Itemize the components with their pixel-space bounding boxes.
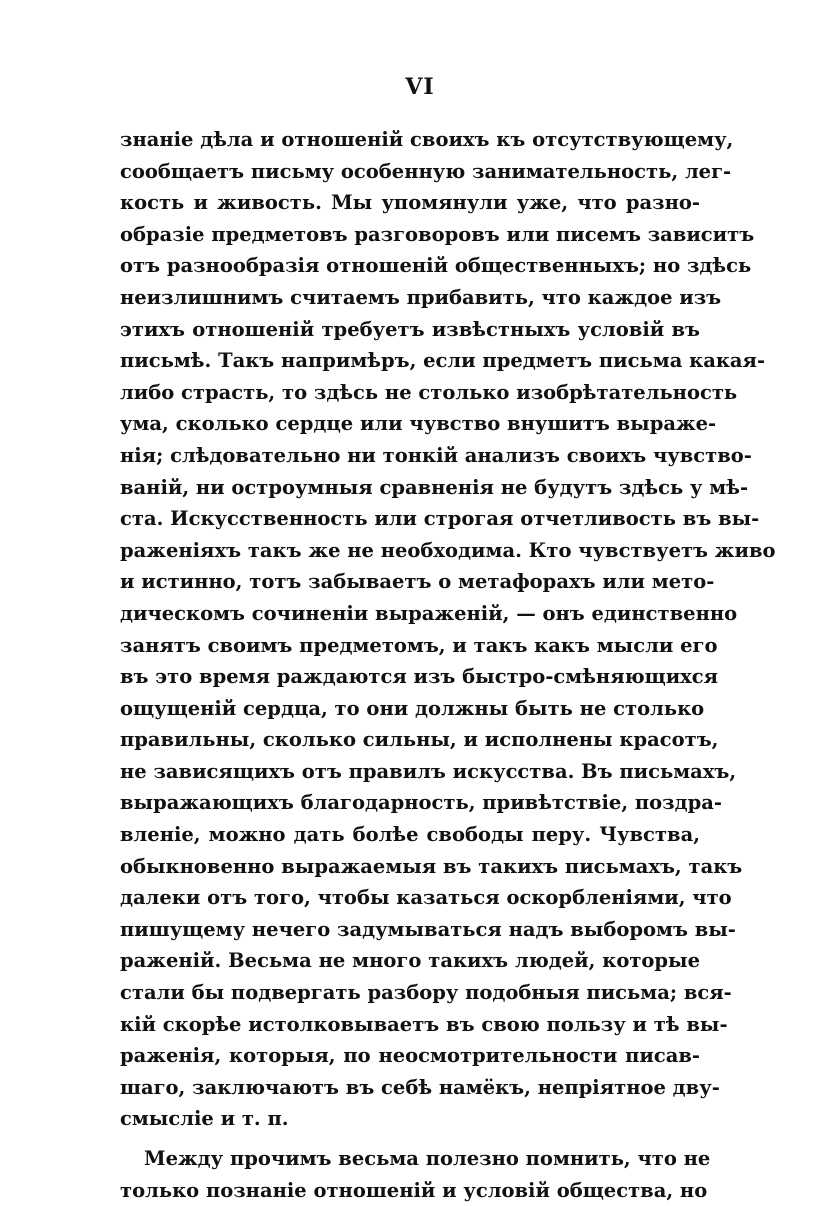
text-line: не зависящихъ отъ правилъ искусства. Въ письмахъ,: [120, 759, 737, 783]
text-line: либо страсть, то здѣсь не столько изобрѣтательность: [120, 380, 738, 404]
paragraph-2: [120, 1143, 711, 1206]
text-line: и истинно, тотъ забываетъ о метафорахъ или мето-: [120, 570, 715, 594]
text-line: въ это время раждаются изъ быстро-смѣняющихся: [120, 665, 719, 689]
text-line: раженія, которыя, по неосмотрительности писав-: [120, 1044, 700, 1068]
text-line: раженіяхъ такъ же не необходима. Кто чувствуетъ живо: [120, 538, 776, 562]
text-line: Между прочимъ весьма полезно помнить, что не: [144, 1147, 711, 1170]
body-text: [120, 124, 776, 1206]
text-line: ста. Искусственность или строгая отчетливость въ вы-: [120, 507, 760, 531]
text-line: правильны, сколько сильны, и исполнены красотъ,: [120, 728, 719, 752]
text-line: смысліе и т. п.: [120, 1107, 289, 1131]
paragraph-gap: [120, 1135, 700, 1143]
text-line: кость и живость. Мы упомянули уже, что разно-: [120, 191, 700, 215]
text-line: этихъ отношеній требуетъ извѣстныхъ условій въ: [120, 317, 700, 341]
text-line: стали бы подвергать разбору подобныя письма; вся-: [120, 981, 732, 1005]
text-line: выражающихъ благодарность, привѣтствіе, поздра-: [120, 791, 722, 815]
text-line: далеки отъ того, чтобы казаться оскорбленіями, что: [120, 886, 732, 910]
text-line: образіе предметовъ разговоровъ или писемъ зависитъ: [120, 222, 755, 246]
text-line: кій скорѣе истолковываетъ въ свою пользу и тѣ вы-: [120, 1012, 728, 1036]
text-line: ваній, ни остроумныя сравненія не будутъ здѣсь у мѣ-: [120, 475, 749, 499]
text-line: дическомъ сочиненіи выраженій, — онъ единственно: [120, 601, 738, 625]
text-line: занятъ своимъ предметомъ, и такъ какъ мысли его: [120, 633, 718, 657]
text-line: нія; слѣдовательно ни тонкій анализъ своихъ чувство-: [120, 443, 752, 467]
text-line: шаго, заключаютъ въ себѣ намёкъ, непріятное дву-: [120, 1075, 720, 1099]
paragraph-1: [120, 124, 776, 1135]
text-line: неизлишнимъ считаемъ прибавить, что каждое изъ: [120, 285, 722, 309]
text-line: письмѣ. Такъ напримѣръ, если предметъ письма какая-: [120, 349, 766, 373]
text-line: обыкновенно выражаемыя въ такихъ письмахъ, такъ: [120, 854, 743, 878]
text-line: пишущему нечего задумываться надъ выборомъ вы-: [120, 917, 736, 941]
text-line: вленіе, можно дать болѣе свободы перу. Чувства,: [120, 823, 700, 847]
text-line: отъ разнообразія отношеній общественныхъ; но здѣсь: [120, 254, 752, 278]
text-line: только познаніе отношеній и условій общества, но: [120, 1178, 708, 1202]
text-line: знаніе дѣла и отношеній своихъ къ отсутствующему,: [120, 128, 734, 151]
text-line: сообщаетъ письму особенную занимательность, лег-: [120, 159, 732, 183]
page-number: VI: [405, 74, 435, 100]
text-line: ума, сколько сердце или чувство внушитъ выраже-: [120, 412, 717, 436]
text-line: раженій. Весьма не много такихъ людей, которые: [120, 949, 700, 973]
text-line: ощущеній сердца, то они должны быть не столько: [120, 696, 705, 720]
